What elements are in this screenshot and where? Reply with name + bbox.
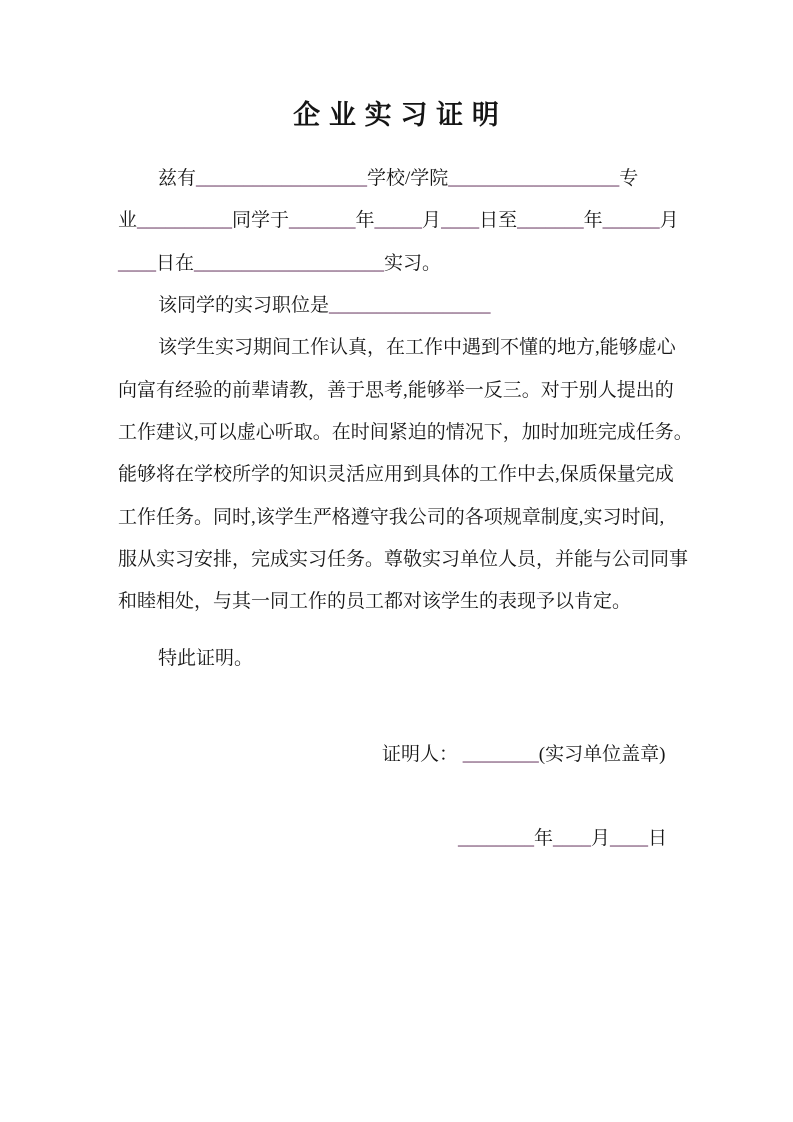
document-line bbox=[118, 158, 678, 200]
text-run: 年 bbox=[534, 828, 554, 849]
text-run: 年 bbox=[583, 210, 603, 232]
document-line bbox=[118, 285, 678, 327]
blank-field: ________ bbox=[458, 828, 534, 849]
document-line bbox=[118, 454, 678, 496]
date-line bbox=[458, 818, 667, 860]
blank-field: _______ bbox=[517, 210, 584, 232]
document-line bbox=[118, 581, 678, 623]
document-line bbox=[118, 370, 678, 412]
text-run: 业 bbox=[118, 210, 138, 232]
text-run: 专 bbox=[619, 168, 639, 189]
text-run: 年 bbox=[355, 210, 375, 232]
text-run: 服从实习安排，完成实习任务。尊敬实习单位人员，并能与公司同事 bbox=[118, 549, 689, 571]
blank-field: ____________________ bbox=[194, 252, 385, 274]
document-line bbox=[118, 327, 678, 369]
blank-field: ____ bbox=[441, 210, 480, 232]
blank-field: _____ bbox=[374, 210, 423, 232]
document-line bbox=[118, 243, 678, 285]
blank-field: ____ bbox=[610, 828, 649, 849]
document-title: 企 业 实 习 证 明 bbox=[293, 100, 500, 130]
text-run: 该学生实习期间工作认真，在工作中遇到不懂的地方,能够虚心 bbox=[158, 337, 676, 359]
blank-field: _______ bbox=[289, 210, 356, 232]
blank-field: _________________ bbox=[329, 295, 491, 317]
text-run: 月 bbox=[591, 828, 611, 849]
blank-field: ________ bbox=[462, 744, 539, 765]
text-run: 月 bbox=[659, 210, 679, 232]
text-run: 工作任务。同时,该学生严格遵守我公司的各项规章制度,实习时间, bbox=[118, 506, 665, 528]
blank-field: __________________ bbox=[448, 168, 620, 189]
text-run: 兹有 bbox=[158, 168, 197, 189]
text-run: 日在 bbox=[156, 252, 195, 274]
blank-field: __________________ bbox=[196, 168, 368, 189]
text-run: 能够将在学校所学的知识灵活应用到具体的工作中去,保质保量完成 bbox=[118, 464, 674, 486]
text-run: 和睦相处，与其一同工作的员工都对该学生的表现予以肯定。 bbox=[118, 591, 632, 613]
text-run: 学校/学院 bbox=[367, 168, 449, 189]
document-line bbox=[118, 200, 678, 242]
text-run: (实习单位盖章) bbox=[538, 744, 666, 765]
text-run: 证明人： bbox=[382, 744, 463, 765]
text-run: 工作建议,可以虚心听取。在时间紧迫的情况下，加时加班完成任务。 bbox=[118, 422, 693, 444]
text-run: 同学于 bbox=[232, 210, 290, 232]
document-line bbox=[118, 497, 678, 539]
text-run: 该同学的实习职位是 bbox=[158, 295, 330, 317]
closing-line: 特此证明。 bbox=[158, 648, 254, 669]
blank-field: ____ bbox=[553, 828, 592, 849]
blank-field: __________ bbox=[137, 210, 233, 232]
document-line bbox=[118, 539, 689, 581]
document-body bbox=[118, 158, 693, 624]
blank-field: ____ bbox=[118, 252, 156, 274]
document-line bbox=[118, 412, 693, 454]
text-run: 日 bbox=[648, 828, 668, 849]
text-run: 向富有经验的前辈请教，善于思考,能够举一反三。对于别人提出的 bbox=[118, 379, 674, 401]
signer-line bbox=[382, 734, 665, 776]
text-run: 月 bbox=[422, 210, 442, 232]
blank-field: ______ bbox=[602, 210, 660, 232]
text-run: 日至 bbox=[479, 210, 518, 232]
text-run: 实习。 bbox=[384, 252, 442, 274]
